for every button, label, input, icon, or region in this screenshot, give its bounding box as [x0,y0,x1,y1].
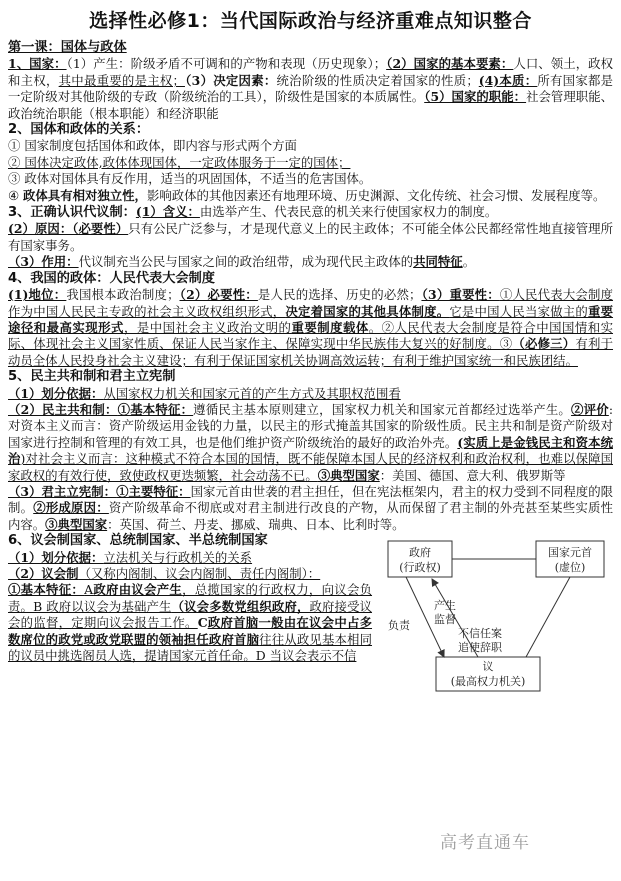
compulsory-3-note: （必修三） [512,336,576,352]
monarchy-label: （3）君主立宪制： [8,483,117,499]
status-text: 我国根本政治制度； [66,287,180,303]
formation-text: 资产阶级革命不彻底或对君主制进行改良的产物，从而保留了君主制的外壳甚至某些实质性内容。 [8,500,614,532]
evaluation-text: :对资本主义而言：资产阶级运用金钱的力量，以民主的形式掩盖其国家的阶级性质。民主共和制是资产阶级对国家进行控制和管理的有效工具，也是他们维护资产阶级统治的最好的政治外壳。 [8,401,614,450]
feature-a-text: ，总揽国家的行政权力，向议会负责。B 政府以议会为基础产生 [8,582,373,614]
essence-text: 所有国家都是一定阶级对其他阶级的专政（阶级统治的工具），阶级性是国家的本质属性。 [8,72,614,105]
basis-label: （1）划分依据： [8,385,104,401]
functions-label: （5）国家的职能： [424,89,527,105]
importance-text-1: ①人民代表大会制度作为中国人民民主专政的社会主义政权组织形式， [8,287,614,319]
formation-label: ②形成原因： [33,500,109,516]
other-factors: 影响政体的其他因素还有地理环境、历史渊源、文化传统、社会习惯、发展程度等。 [146,187,606,203]
importance-text-2: 它是中国人民当家做主的 [449,303,589,319]
highest-form: 重要途径和最高实现形式 [8,303,614,335]
document-page [8,6,614,689]
importance-text-3: ，是中国社会主义政治文明的 [123,319,292,335]
section-1 [8,56,613,122]
monarchy-feature-text: 国家元首由世袭的君主担任，但在宪法框架内，君主的权力受到不同程度的限制。 [8,483,614,516]
s6-feature-label: ①基本特征： [8,582,85,598]
item-4-marker: ④ [8,187,24,203]
decides-other-systems: 决定着国家的其他具体制度。 [285,303,450,319]
status-label: (1)地位： [8,287,67,303]
basis-text: 从国家权力机关和国家元首的产生方式及其职权范围看 [103,385,401,401]
state-origin: （1）产生：阶级矛盾不可调和的产物和表现（历史现象）； [66,56,387,72]
head-of-state-label: 国家元首 [548,546,592,560]
determining-factor-label: （3）决定因素： [184,72,277,88]
responsible-label: 负责 [388,619,410,633]
republic-feature-text: 遵循民主基本原则建立，国家权力机关和国家元首都经过选举产生。 [193,401,572,417]
majority-party: （议会多数党组织政府， [171,598,310,614]
typical-countries-label: ③典型国家 [317,467,380,483]
supervise-label: 监督 [434,613,456,627]
parliamentary-label: （2）议会制 [8,566,79,581]
produce-label: 产生 [434,599,456,613]
period: 。 [462,254,476,270]
s6-basis-text: 立法机关与行政机关的关系 [103,549,253,565]
republic-label: （2）民主共和制： [8,401,118,417]
section-3-heading: 3、正确认识代议制： [8,205,136,221]
head-parliament-link [526,577,570,657]
importance-text-5: 有利于动员全体人民投身社会主义建设；有利于保证国家机关协调高效运转；有利于维护国家统一和民族团结。 [8,336,614,368]
parliamentary-aliases: （又称内阁制、议会内阁制、责任内阁制）： [78,566,321,581]
watermark-text: 高考直通车 [440,833,530,853]
reason-text: 只有公民广泛参与，才是现代意义上的民主政体；不可能全体公民都经常性地直接管理所有国家事务。 [8,221,613,253]
section-4-heading: 4、我国的政体：人民代表大会制度 [8,270,215,286]
feature-c-marker: C [197,615,208,631]
meaning-label: (1）含义： [135,204,200,220]
essence-label: (4)本质： [478,72,538,88]
section-3-role [8,254,613,270]
parliament-sublabel: (最高权力机关) [450,675,526,689]
feature-a-marker: A [84,582,94,598]
role-label: （3）作用： [8,254,79,270]
parliamentary-diagram [376,539,613,699]
typical-countries-text: ：美国、德国、意大利、俄罗斯等 [379,467,566,483]
role-text: 代议制充当公民与国家之间的政治纽带，成为现代民主政体的 [78,254,414,270]
essence-money-capital: (实质上是金钱民主和资本统治 [8,434,613,467]
monarchy-typical-label: ③典型国家 [45,516,108,532]
meaning-text: 由选举产生、代表民意的机关来行使国家权力的制度。 [199,204,498,220]
section-2-item-1: ① 国家制度包括国体和政体，即内容与形式两个方面 [8,138,297,154]
state-elements-label: （2）国家的基本要素： [386,56,514,72]
sovereignty-note: 其中最重要的是主权； [58,72,185,88]
section-5-monarchy [8,484,613,533]
section-4-body [8,287,613,369]
section-3-reason [8,221,613,254]
feature-c-text: 往往从政见基本相同的议员中挑选阁员人选，提请国家元首任命。D 当议会表示不信 [8,631,373,664]
head-of-state-sublabel: (虚位) [554,561,586,575]
section-2-item-3: ③ 政体对国体具有反作用，适当的巩固国体，不适当的危害国体。 [8,171,372,187]
section-2-heading: 2、国体和政体的关系： [8,122,150,138]
reason-label: (2）原因：（必要性） [8,221,129,237]
feature-b-text: 政府接受议会的监督，定期向议会报告工作。 [8,598,373,631]
republic-feature-label: ①基本特征： [117,401,194,417]
state-elements: 人口、领土，政权和主权， [8,56,614,88]
section-5-basis [8,386,613,402]
s6-basis-label: （1）划分依据： [8,549,104,565]
section-6-heading: 6、议会制国家、总统制国家、半总统制国家 [8,533,268,549]
socialist-view-text: )对社会主义而言：这种模式不符合本国的国情，既不能保障本国人民的经济权利和政治权利，也难以保障国家政权的有效行使，致使政权更迭频繁，社会动荡不已。 [8,451,614,483]
section-6-text [8,550,372,665]
section-3 [8,204,613,221]
gov-from-parliament: 政府由议会产生 [93,582,183,598]
section-6-parliamentary [8,566,372,582]
parliament-label: 议 [482,660,494,674]
section-5-republic [8,402,613,484]
common-feature: 共同特征 [413,254,463,270]
importance-text-4: 。②人民代表大会制度是符合中国国情和实际、体现社会主义国家性质、保证人民当家作主、保障实现中华民族伟大复兴的好制度。③ [8,319,614,352]
determining-factor: 统治阶级的性质决定着国家的性质； [276,72,479,88]
page-title: 选择性必修1：当代国际政治与经济重难点知识整合 [89,10,532,32]
section-6 [8,533,613,689]
necessity-text: 是人民的选择、历史的必然； [257,287,422,303]
forced-resign-label: 追使辞职 [458,641,502,655]
diagram-svg [376,539,613,699]
institutional-carrier: 重要制度载体 [291,319,369,335]
necessity-label: （2）必要性： [179,287,258,303]
monarchy-typical-text: ：英国、荷兰、丹麦、挪威、瑞典、日本、比利时等。 [107,516,405,532]
section-2-item-2: ② 国体决定政体,政体体现国体，一定政体服务于一定的国体； [8,154,351,170]
functions-text: 社会管理职能、政治统治职能（根本职能）和经济职能 [8,89,614,121]
section-6-basis [8,550,372,566]
head-of-government: 政府首脑一般由在议会中占多数席位的政党或政党联盟的领袖担任政府首脑 [8,615,373,647]
government-sublabel: (行政权) [399,561,441,575]
relative-independence: 政体具有相对独立性， [23,187,147,203]
lesson-heading: 第一课：国体与政体 [8,40,127,55]
government-label: 政府 [409,546,431,560]
monarchy-feature-label: ①主要特征： [116,483,191,499]
no-confidence-label: 不信任案 [458,627,502,641]
section-5-heading: 5、民主共和制和君主立宪制 [8,369,176,385]
evaluation-label: ②评价 [571,401,609,417]
section-1-heading: 1、国家： [8,56,67,72]
section-6-features [8,582,372,664]
section-2-item-4 [8,188,613,204]
importance-label: （3）重要性： [421,287,500,303]
